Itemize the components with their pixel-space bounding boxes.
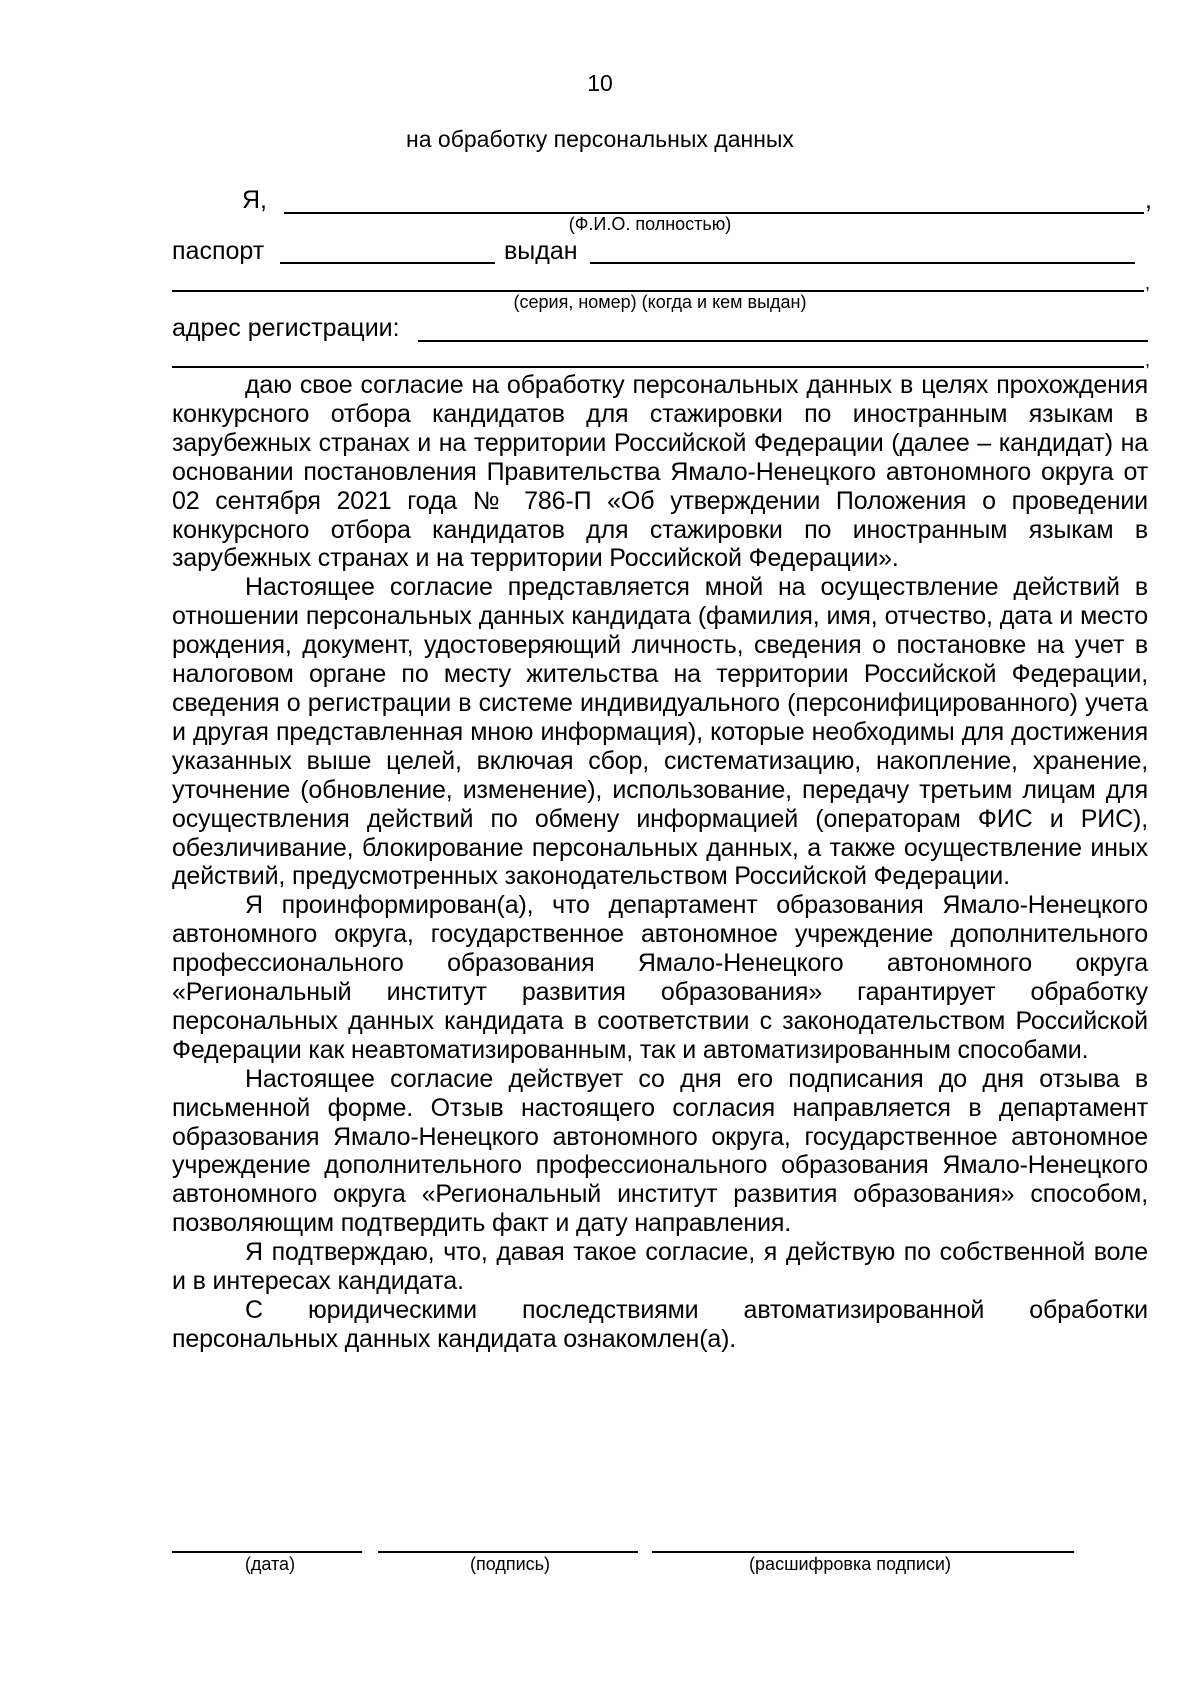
passport-comma: , [1145, 273, 1151, 293]
address-label: адрес регистрации: [172, 314, 400, 342]
i-label: Я, [242, 186, 267, 214]
page-number: 10 [587, 70, 613, 96]
date-label: (дата) [244, 1554, 296, 1574]
consent-paragraph: Настоящее согласие действует со дня его подписания до дня отзыва в письменной форме. Отзыв настоящего согласия направляется в департамент образования Ямало-Ненецкого автономного округа, государственное автономное учреждение дополнительного профессионального образования Ямало-Ненецкого автономного округа «Региональный институт развития образования» способом, позволяющим подтвердить факт и дату направления. [172, 1064, 1148, 1238]
signature-decoding-blank[interactable] [652, 1531, 1074, 1553]
document-title: на обработку персональных данных [406, 126, 794, 152]
consent-paragraph: даю свое согласие на обработку персональных данных в целях прохождения конкурсного отбора кандидатов для стажировки по иностранным языкам в зарубежных странах и на территории Российской Федерации (далее – кандидат) на основании постановления Правительства Ямало-Ненецкого автономного округа от 02 сентября 2021 года № 786-П «Об утверждении Положения о проведении конкурсного отбора кандидатов для стажировки по иностранным языкам в зарубежных странах и на территории Российской Федерации». [172, 371, 1148, 573]
passport-hint: (серия, номер) (когда и кем выдан) [513, 292, 807, 312]
signature-decoding-label: (расшифровка подписи) [749, 1554, 951, 1574]
issued-label: выдан [504, 237, 578, 265]
consent-paragraph: Я подтверждаю, что, давая такое согласие, я действую по собственной воле и в интересах кандидата. [172, 1238, 1148, 1296]
issued-blank[interactable] [590, 240, 1135, 264]
signature-blank[interactable] [378, 1531, 638, 1553]
passport-number-blank[interactable] [280, 240, 495, 264]
address-blank[interactable] [418, 318, 1148, 342]
fio-blank[interactable] [284, 190, 1144, 214]
address-continuation-blank[interactable] [172, 344, 1144, 368]
consent-paragraph: Настоящее согласие представляется мной на осуществление действий в отношении персональных данных кандидата (фамилия, имя, отчество, дата и место рождения, документ, удостоверяющий личность, сведения о постановке на учет в налоговом органе по месту жительства на территории Российской Федерации, сведения о регистрации в системе индивидуального (персонифицированного) учета и другая представленная мною информация), которые необходимы для достижения указанных выше целей, включая сбор, систематизацию, накопление, хранение, уточнение (обновление, изменение), использование, передачу третьим лицам для осуществления действий по обмену информацией (операторам ФИС и РИС), обезличивание, блокирование персональных данных, а также осуществление иных действий, предусмотренных законодательством Российской Федерации. [172, 573, 1148, 891]
signature-label: (подпись) [469, 1554, 551, 1574]
passport-continuation-blank[interactable] [172, 268, 1144, 292]
fio-hint: (Ф.И.О. полностью) [568, 214, 732, 234]
passport-label: паспорт [172, 237, 265, 265]
fio-comma: , [1145, 186, 1152, 214]
consent-paragraph: С юридическими последствиями автоматизированной обработки персональных данных кандидата ознакомлен(а). [172, 1296, 1148, 1353]
consent-body [172, 371, 1148, 1354]
address-comma: , [1145, 350, 1151, 370]
consent-paragraph: Я проинформирован(а), что департамент образования Ямало-Ненецкого автономного округа, государственное автономное учреждение дополнительного профессионального образования Ямало-Ненецкого автономного округа «Региональный институт развития образования» гарантирует обработку персональных данных кандидата в соответствии с законодательством Российской Федерации как неавтоматизированным, так и автоматизированным способами. [172, 891, 1148, 1064]
date-blank[interactable] [172, 1531, 362, 1553]
